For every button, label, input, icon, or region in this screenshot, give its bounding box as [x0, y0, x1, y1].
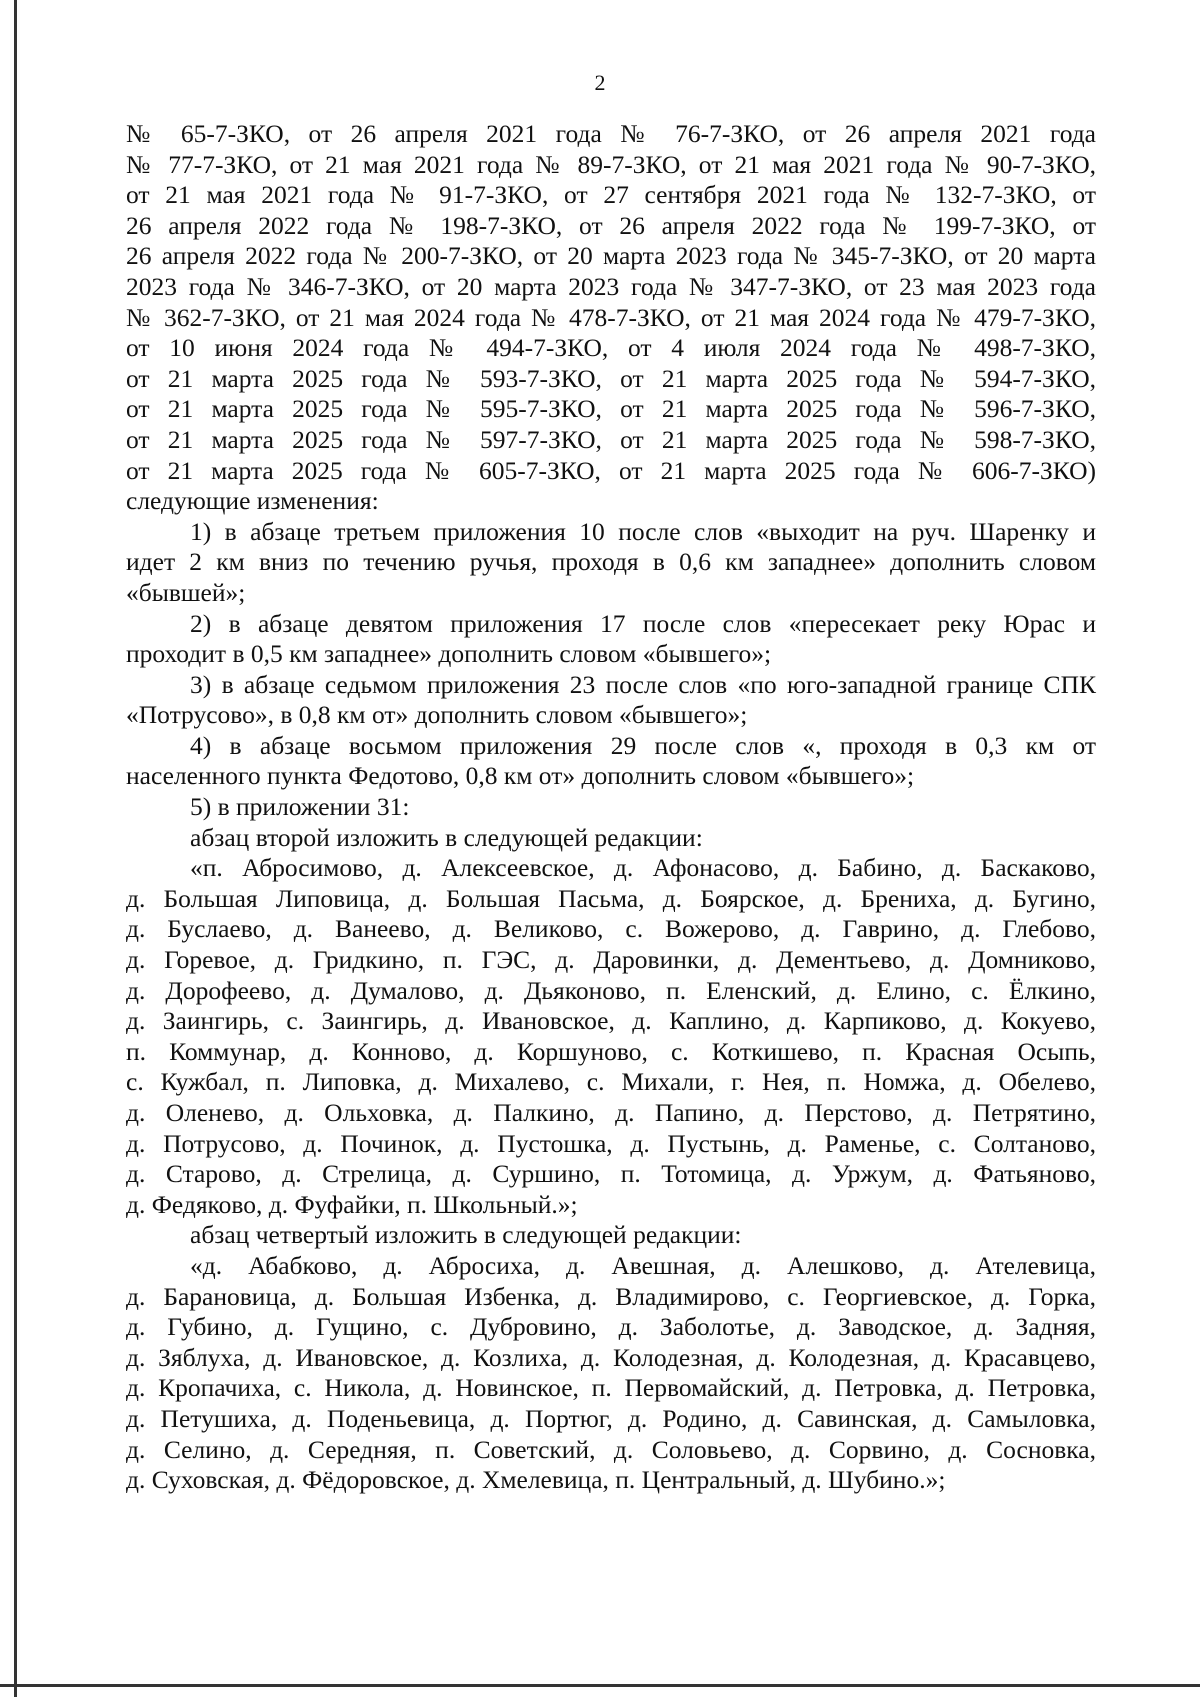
text-line: д. Старово, д. Стрелица, д. Суршино, п. Тотомица, д. Уржум, д. Фатьяново, — [126, 1159, 1096, 1189]
scan-edge-left — [14, 0, 17, 1697]
text-line: п. Коммунар, д. Конново, д. Коршуново, с. Коткишево, п. Красная Осыпь, — [126, 1036, 1096, 1066]
item-2 — [126, 609, 1096, 670]
text-line: от 21 мая 2021 года № 91-7-ЗКО, от 27 сентября 2021 года № 132-7-ЗКО, от — [126, 180, 1096, 210]
text-line: д. Буслаево, д. Ванеево, д. Великово, с. Вожерово, д. Гаврино, д. Глебово, — [126, 914, 1096, 944]
text-line: д. Горевое, д. Гридкино, п. ГЭС, д. Даровинки, д. Дементьево, д. Домниково, — [126, 945, 1096, 975]
text-line: населенного пункта Федотово, 0,8 км от» дополнить словом «бывшего»; — [126, 761, 915, 791]
text-line: д. Барановица, д. Большая Избенка, д. Владимирово, с. Георгиевское, д. Горка, — [126, 1281, 1096, 1311]
text-line: от 21 марта 2025 года № 597-7-ЗКО, от 21 марта 2025 года № 598-7-ЗКО, — [126, 424, 1096, 454]
item-3 — [126, 670, 1096, 731]
text-line: № 77-7-ЗКО, от 21 мая 2021 года № 89-7-ЗКО, от 21 мая 2021 года № 90-7-ЗКО, — [126, 149, 1096, 179]
text-line: 2) в абзаце девятом приложения 17 после слов «пересекает реку Юрас и — [190, 608, 1096, 638]
text-line: д. Федяково, д. Фуфайки, п. Школьный.»; — [126, 1189, 578, 1219]
paragraph-4-text — [126, 1251, 1096, 1496]
text-line: 2023 года № 346-7-ЗКО, от 20 марта 2023 года № 347-7-ЗКО, от 23 мая 2023 года — [126, 271, 1096, 301]
text-line: следующие изменения: — [126, 486, 379, 516]
text-line: д. Оленево, д. Ольховка, д. Палкино, д. Папино, д. Перстово, д. Петрятино, — [126, 1098, 1096, 1127]
item-1 — [126, 517, 1096, 609]
text-line: 3) в абзаце седьмом приложения 23 после слов «по юго-западной границе СПК — [190, 669, 1096, 699]
paragraph-4-heading: абзац четвертый изложить в следующей редакции: — [190, 1220, 742, 1250]
text-line: № 362-7-ЗКО, от 21 мая 2024 года № 478-7-ЗКО, от 21 мая 2024 года № 479-7-ЗКО, — [126, 302, 1096, 332]
document-body — [126, 119, 1096, 1496]
text-line: д. Кропачиха, с. Никола, д. Новинское, п. Первомайский, д. Петровка, д. Петровка, — [126, 1373, 1096, 1403]
text-line: 4) в абзаце восьмом приложения 29 после слов «, проходя в 0,3 км от — [190, 730, 1096, 760]
text-line: д. Петушиха, д. Поденьевица, д. Портюг, д. Родино, д. Савинская, д. Самыловка, — [126, 1403, 1096, 1433]
text-line: д. Большая Липовица, д. Большая Пасьма, д. Боярское, д. Брениха, д. Бугино, — [126, 883, 1096, 913]
text-line: д. Потрусово, д. Починок, д. Пустошка, д. Пустынь, д. Раменье, с. Солтаново, — [126, 1128, 1096, 1158]
text-line: д. Суховская, д. Фёдоровское, д. Хмелевица, п. Центральный, д. Шубино.»; — [126, 1465, 946, 1495]
text-line: № 65-7-ЗКО, от 26 апреля 2021 года № 76-7-ЗКО, от 26 апреля 2021 года — [126, 119, 1096, 148]
scan-edge-bottom — [0, 1684, 1200, 1687]
item-5-heading: 5) в приложении 31: — [190, 792, 410, 822]
paragraph-2-text — [126, 853, 1096, 1220]
text-line: от 10 июня 2024 года № 494-7-ЗКО, от 4 июля 2024 года № 498-7-ЗКО, — [126, 333, 1096, 363]
text-line: д. Губино, д. Гущино, с. Дубровино, д. Заболотье, д. Заводское, д. Задняя, — [126, 1312, 1096, 1342]
text-line: д. Заингирь, с. Заингирь, д. Ивановское, д. Каплино, д. Карпиково, д. Кокуево, — [126, 1006, 1096, 1036]
page-number: 2 — [594, 70, 606, 95]
text-line: д. Дорофеево, д. Думалово, д. Дьяконово, п. Еленский, д. Елино, с. Ёлкино, — [126, 975, 1096, 1005]
text-line: 26 апреля 2022 года № 200-7-ЗКО, от 20 марта 2023 года № 345-7-ЗКО, от 20 марта — [126, 241, 1096, 271]
intro-paragraph — [126, 119, 1096, 517]
text-line: «п. Абросимово, д. Алексеевское, д. Афонасово, д. Бабино, д. Баскаково, — [190, 853, 1096, 883]
text-line: «бывшей»; — [126, 577, 246, 607]
text-line: «д. Абабково, д. Абросиха, д. Авешная, д. Алешково, д. Ателевица, — [190, 1250, 1096, 1280]
item-4 — [126, 731, 1096, 792]
text-line: от 21 марта 2025 года № 595-7-ЗКО, от 21 марта 2025 года № 596-7-ЗКО, — [126, 394, 1096, 424]
text-line: д. Зяблуха, д. Ивановское, д. Козлиха, д. Колодезная, д. Колодезная, д. Красавцево, — [126, 1342, 1096, 1372]
text-line: проходит в 0,5 км западнее» дополнить словом «бывшего»; — [126, 639, 772, 669]
text-line: 1) в абзаце третьем приложения 10 после слов «выходит на руч. Шаренку и — [190, 516, 1096, 546]
text-line: 26 апреля 2022 года № 198-7-ЗКО, от 26 апреля 2022 года № 199-7-ЗКО, от — [126, 210, 1096, 240]
text-line: д. Селино, д. Середняя, п. Советский, д. Соловьево, д. Сорвино, д. Сосновка, — [126, 1434, 1096, 1464]
text-line: «Потрусово», в 0,8 км от» дополнить словом «бывшего»; — [126, 700, 748, 730]
text-line: от 21 марта 2025 года № 605-7-ЗКО, от 21 марта 2025 года № 606-7-ЗКО) — [126, 455, 1096, 485]
text-line: с. Кужбал, п. Липовка, д. Михалево, с. Михали, г. Нея, п. Номжа, д. Обелево, — [126, 1067, 1096, 1097]
paragraph-2-heading: абзац второй изложить в следующей редакции: — [190, 822, 703, 852]
text-line: идет 2 км вниз по течению ручья, проходя в 0,6 км западнее» дополнить словом — [126, 547, 1096, 577]
text-line: от 21 марта 2025 года № 593-7-ЗКО, от 21 марта 2025 года № 594-7-ЗКО, — [126, 363, 1096, 393]
